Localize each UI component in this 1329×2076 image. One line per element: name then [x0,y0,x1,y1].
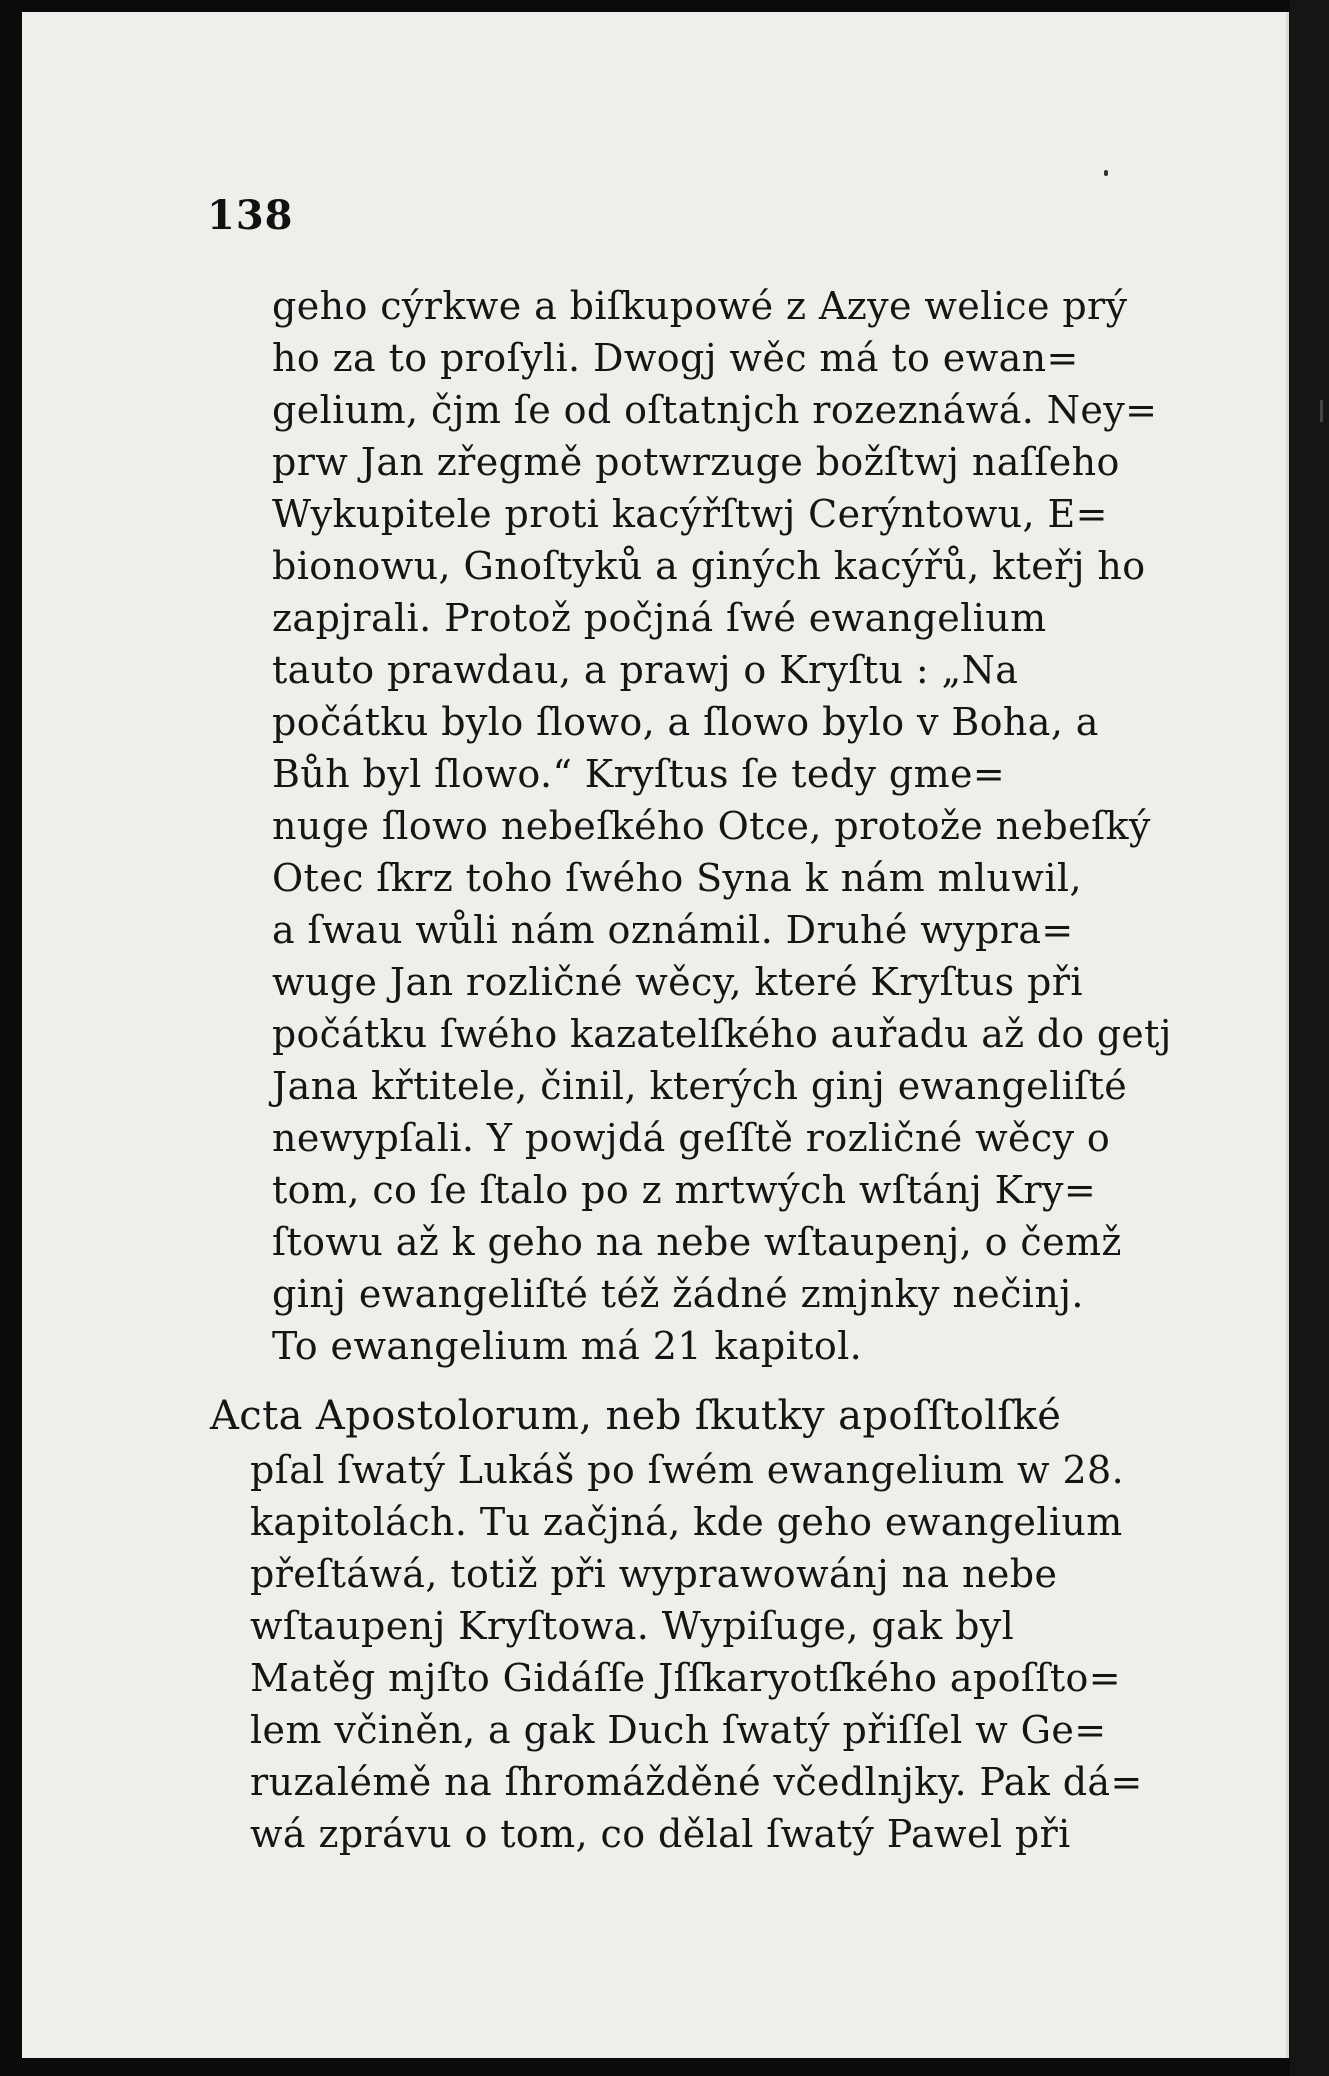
ink-speck [1104,170,1108,176]
text-line: tauto prawdau, a prawj o Kryſtu : „Na [272,648,1019,692]
text-line: Bůh byl ſlowo.“ Kryſtus ſe tedy gme= [272,752,1006,796]
text-line: wſtaupenj Kryſtowa. Wypiſuge, gak byl [250,1604,1015,1648]
text-line: nuge ſlowo nebeſkého Otce, protože nebeſký [272,804,1151,848]
text-line: Jana křtitele, činil, kterých ginj ewangeliſté [272,1064,1128,1108]
text-line: přeſtáwá, totiž při wyprawowánj na nebe [250,1552,1058,1596]
text-line: Matěg mjſto Gidáſſe Jſſkaryotſkého apoſſto= [250,1656,1122,1700]
scan-border [1290,0,1329,2076]
book-page [22,12,1289,2058]
text-line: wá zprávu o tom, co dělal ſwatý Pawel při [250,1812,1071,1856]
text-line: Wykupitele proti kacýřſtwj Cerýntowu, E= [272,492,1108,536]
text-line: prw Jan zřegmě potwrzuge božſtwj naſſeho [272,440,1120,484]
text-line: lem včiněn, a gak Duch ſwatý přiſſel w Ge= [250,1708,1107,1752]
text-line: ginj ewangeliſté též žádné zmjnky nečinj. [272,1272,1084,1316]
text-line: newypſali. Y powjdá geſſtě rozličné wěcy o [272,1116,1111,1160]
text-line: To ewangelium má 21 kapitol. [272,1324,863,1368]
text-line: bionowu, Gnoſtyků a giných kacýřů, kteřj ho [272,544,1146,588]
text-line: gelium, čjm ſe od oſtatnjch rozeznáwá. Ney= [272,388,1158,432]
text-line: a ſwau wůli nám oznámil. Druhé wypra= [272,908,1074,952]
text-line: Acta Apostolorum, neb ſkutky apoſſtolſké [210,1393,1062,1439]
text-line: zapjrali. Protož počjná ſwé ewangelium [272,596,1047,640]
text-line: počátku ſwého kazatelſkého auřadu až do getj [272,1012,1172,1056]
text-line: Otec ſkrz toho ſwého Syna k nám mluwil, [272,856,1082,900]
text-line: pſal ſwatý Lukáš po ſwém ewangelium w 28. [250,1448,1125,1492]
page-number: 138 [207,192,294,239]
text-line: počátku bylo ſlowo, a ſlowo bylo v Boha, a [272,700,1099,744]
text-line: ho za to proſyli. Dwogj wěc má to ewan= [272,336,1079,380]
text-line: kapitolách. Tu začjná, kde geho ewangelium [250,1500,1123,1544]
edge-mark [1320,400,1323,422]
text-line: ruzalémě na ſhromážděné včedlnjky. Pak dá= [250,1760,1143,1804]
text-line: geho cýrkwe a biſkupowé z Azye welice prý [272,284,1128,328]
text-line: wuge Jan rozličné wěcy, které Kryſtus při [272,960,1083,1004]
text-line: ſtowu až k geho na nebe wſtaupenj, o čemž [272,1220,1122,1264]
text-line: tom, co ſe ſtalo po z mrtwých wſtánj Kry= [272,1168,1097,1212]
